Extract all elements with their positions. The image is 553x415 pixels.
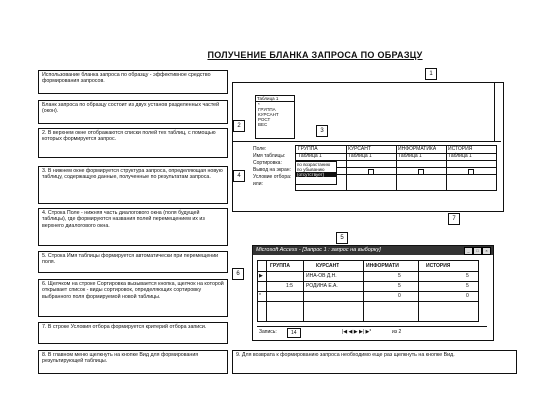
field-item[interactable]: * bbox=[258, 102, 260, 107]
query-grid-pane bbox=[233, 143, 501, 209]
table-cell[interactable]: 0 bbox=[398, 293, 401, 299]
column-header[interactable]: ИСТОРИЯ bbox=[426, 263, 451, 269]
grid-table-cell[interactable]: Таблица 1 bbox=[348, 153, 372, 159]
row-label-show: Вывод на экран: bbox=[253, 167, 291, 173]
record-navigator bbox=[257, 326, 487, 337]
maximize-button[interactable]: □ bbox=[473, 247, 482, 255]
table-cell[interactable]: 1:5 bbox=[286, 283, 293, 289]
result-window-titlebar: Microsoft Access - [Запрос 1 : запрос на выборку] bbox=[253, 246, 493, 255]
grid-field-cell[interactable]: КУРСАНТ bbox=[348, 146, 371, 152]
result-table bbox=[257, 260, 479, 322]
callout-2: 2. В верхнем окне отображаются списки полей тех таблиц, с помощью которых формируется запрос. bbox=[38, 128, 228, 158]
table-cell[interactable]: ИНА-ОВ Д.Н. bbox=[306, 273, 337, 279]
record-total: из 2 bbox=[392, 329, 402, 335]
grid-field-cell[interactable]: ИСТОРИЯ bbox=[448, 146, 473, 152]
column-header[interactable]: ИНФОРМАТИ bbox=[366, 263, 399, 269]
result-window bbox=[252, 245, 494, 341]
column-header[interactable]: ГРУППА bbox=[270, 263, 291, 269]
callout-1: Бланк запроса по образцу состоит из двух установ разделенных частей (окон). bbox=[38, 100, 228, 124]
grid-table-cell[interactable]: Таблица 1 bbox=[398, 153, 422, 159]
new-row-icon[interactable]: * bbox=[259, 293, 261, 299]
column-header[interactable]: КУРСАНТ bbox=[316, 263, 340, 269]
close-button[interactable]: × bbox=[482, 247, 491, 255]
callout-6: 6. Щелчком на строке Сортировка вызывается кнопка, щелчок на которой открывает список - виды сортировок, определяющих сортировку выбранного поля формируемой новой таблицы. bbox=[38, 279, 228, 317]
marker-7: 7 bbox=[448, 213, 460, 225]
field-item[interactable]: КУРСАНТ bbox=[258, 112, 279, 117]
field-item[interactable]: ГРУППА bbox=[258, 107, 276, 112]
table-cell[interactable]: РОДИНА Е.А. bbox=[306, 283, 338, 289]
field-item[interactable]: РОСТ bbox=[258, 117, 271, 122]
marker-2: 2 bbox=[233, 120, 245, 132]
field-item[interactable]: ВЕС bbox=[258, 122, 268, 127]
field-list-pane bbox=[233, 83, 501, 142]
row-label-table: Имя таблицы: bbox=[253, 153, 286, 159]
callout-8: 8. В главном меню щелкнуть на кнопке Вид для формирования результирующей таблицы. bbox=[38, 350, 228, 374]
row-label-field: Поле: bbox=[253, 146, 267, 152]
record-number[interactable]: 14 bbox=[287, 328, 301, 338]
vertical-scrollbar[interactable] bbox=[494, 83, 501, 141]
row-label-criteria: Условие отбора: bbox=[253, 174, 292, 180]
marker-3: 3 bbox=[316, 125, 328, 137]
table-cell[interactable]: 5 bbox=[466, 283, 469, 289]
row-label-or: или: bbox=[253, 181, 263, 187]
grid-table-cell[interactable]: Таблица 1 bbox=[448, 153, 472, 159]
grid-table-cell[interactable]: Таблица 1 bbox=[298, 153, 322, 159]
callout-5: 5. Строка Имя таблицы формируется автоматически при перемещении поля. bbox=[38, 251, 228, 273]
show-checkbox[interactable] bbox=[418, 169, 424, 175]
grid-field-cell[interactable]: ГРУППА bbox=[298, 146, 318, 152]
show-checkbox[interactable] bbox=[468, 169, 474, 175]
callout-intro: Использование бланка запроса по образцу - эффективное средство формирования запросов. bbox=[38, 70, 228, 94]
marker-1: 1 bbox=[425, 68, 437, 80]
table-cell[interactable]: 5 bbox=[398, 283, 401, 289]
query-design-window bbox=[232, 82, 504, 212]
table-field-list[interactable] bbox=[255, 95, 295, 139]
marker-4: 4 bbox=[233, 170, 245, 182]
show-checkbox[interactable] bbox=[368, 169, 374, 175]
nav-buttons[interactable]: |◀ ◀ ▶ ▶| ▶* bbox=[342, 329, 372, 335]
table-cell[interactable]: 5 bbox=[398, 273, 401, 279]
marker-6: 6 bbox=[232, 268, 244, 280]
callout-3: 3. В нижнем окне формируется структура запроса, определяющая новую таблицу, содержащую данные, полученные по результатам запроса. bbox=[38, 166, 228, 204]
table-cell[interactable]: 0 bbox=[466, 293, 469, 299]
sort-dropdown[interactable] bbox=[295, 161, 337, 185]
sort-option[interactable]: по возрастанию bbox=[297, 162, 331, 167]
sort-option-selected[interactable]: (отсутствует) bbox=[296, 172, 336, 177]
callout-9: 9. Для возврата к формированию запроса необходимо еще раз щелкнуть на кнопке Вид. bbox=[232, 350, 517, 374]
table-cell[interactable]: 5 bbox=[466, 273, 469, 279]
row-label-sort: Сортировка: bbox=[253, 160, 282, 166]
record-label: Запись: bbox=[259, 329, 277, 335]
page-title: ПОЛУЧЕНИЕ БЛАНКА ЗАПРОСА ПО ОБРАЗЦУ bbox=[207, 50, 423, 60]
row-selector-icon[interactable]: ▶ bbox=[259, 273, 263, 279]
marker-5: 5 bbox=[336, 232, 348, 244]
grid-field-cell[interactable]: ИНФОРМАТИКА bbox=[398, 146, 437, 152]
sort-option[interactable]: по убыванию bbox=[297, 167, 325, 172]
callout-7: 7. В строке Условия отбора формируется критерий отбора записи. bbox=[38, 322, 228, 344]
minimize-button[interactable]: _ bbox=[464, 247, 473, 255]
table-name: Таблица 1 bbox=[256, 96, 294, 102]
callout-4: 4. Строка Поле - нижняя часть диалогового окна (поля будущей таблицы), где формируются названия полей перемещением их из верхнего диалогового окна. bbox=[38, 208, 228, 246]
